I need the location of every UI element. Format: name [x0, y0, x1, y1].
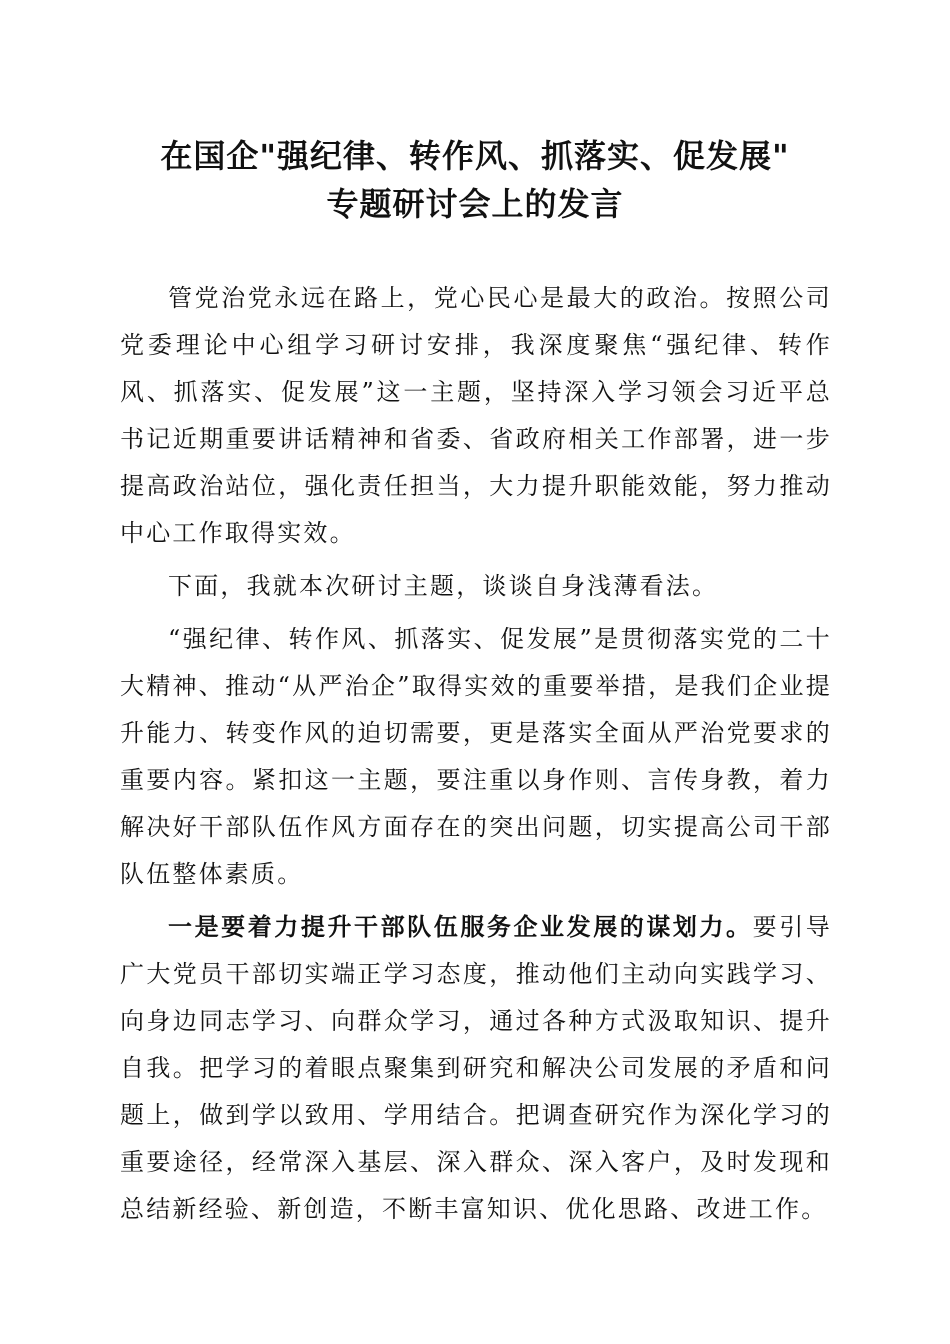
title-line-2: 专题研讨会上的发言 [326, 185, 624, 223]
paragraph-text: “强纪律、转作风、抓落实、促发展”是贯彻落实党的二十大精神、推动“从严治企”取得实效的重要举措，是我们企业提升能力、转变作风的迫切需要，更是落实全面从严治党要求的重要内容。紧扣这一主题，要注重以身作则、言传身教，着力解决好干部队伍作风方面存在的突出问题，切实提高公司干部队伍整体素质。 [120, 625, 832, 888]
paragraph-theme [120, 615, 832, 898]
document-body [120, 274, 832, 1238]
paragraph-text: 下面，我就本次研讨主题，谈谈自身浅薄看法。 [168, 572, 719, 600]
paragraph-point-one [120, 903, 832, 1233]
title-line-1: 在国企"强纪律、转作风、抓落实、促发展" [160, 137, 790, 175]
document-title [100, 132, 850, 228]
paragraph-intro [120, 274, 832, 557]
paragraph-text: 管党治党永远在路上，党心民心是最大的政治。按照公司党委理论中心组学习研讨安排，我深度聚焦“强纪律、转作风、抓落实、促发展”这一主题，坚持深入学习领会习近平总书记近期重要讲话精神和省委、省政府相关工作部署，进一步提高政治站位，强化责任担当，大力提升职能效能，努力推动中心工作取得实效。 [120, 284, 832, 547]
paragraph-transition [120, 562, 832, 610]
paragraph-lead-bold: 一是要着力提升干部队伍服务企业发展的谋划力。 [168, 912, 753, 941]
paragraph-text: 要引导广大党员干部切实端正学习态度，推动他们主动向实践学习、向身边同志学习、向群众学习，通过各种方式汲取知识、提升自我。把学习的着眼点聚集到研究和解决公司发展的矛盾和问题上，做到学以致用、学用结合。把调查研究作为深化学习的重要途径，经常深入基层、深入群众、深入客户，及时发现和总结新经验、新创造，不断丰富知识、优化思路、改进工作。 [120, 913, 832, 1223]
